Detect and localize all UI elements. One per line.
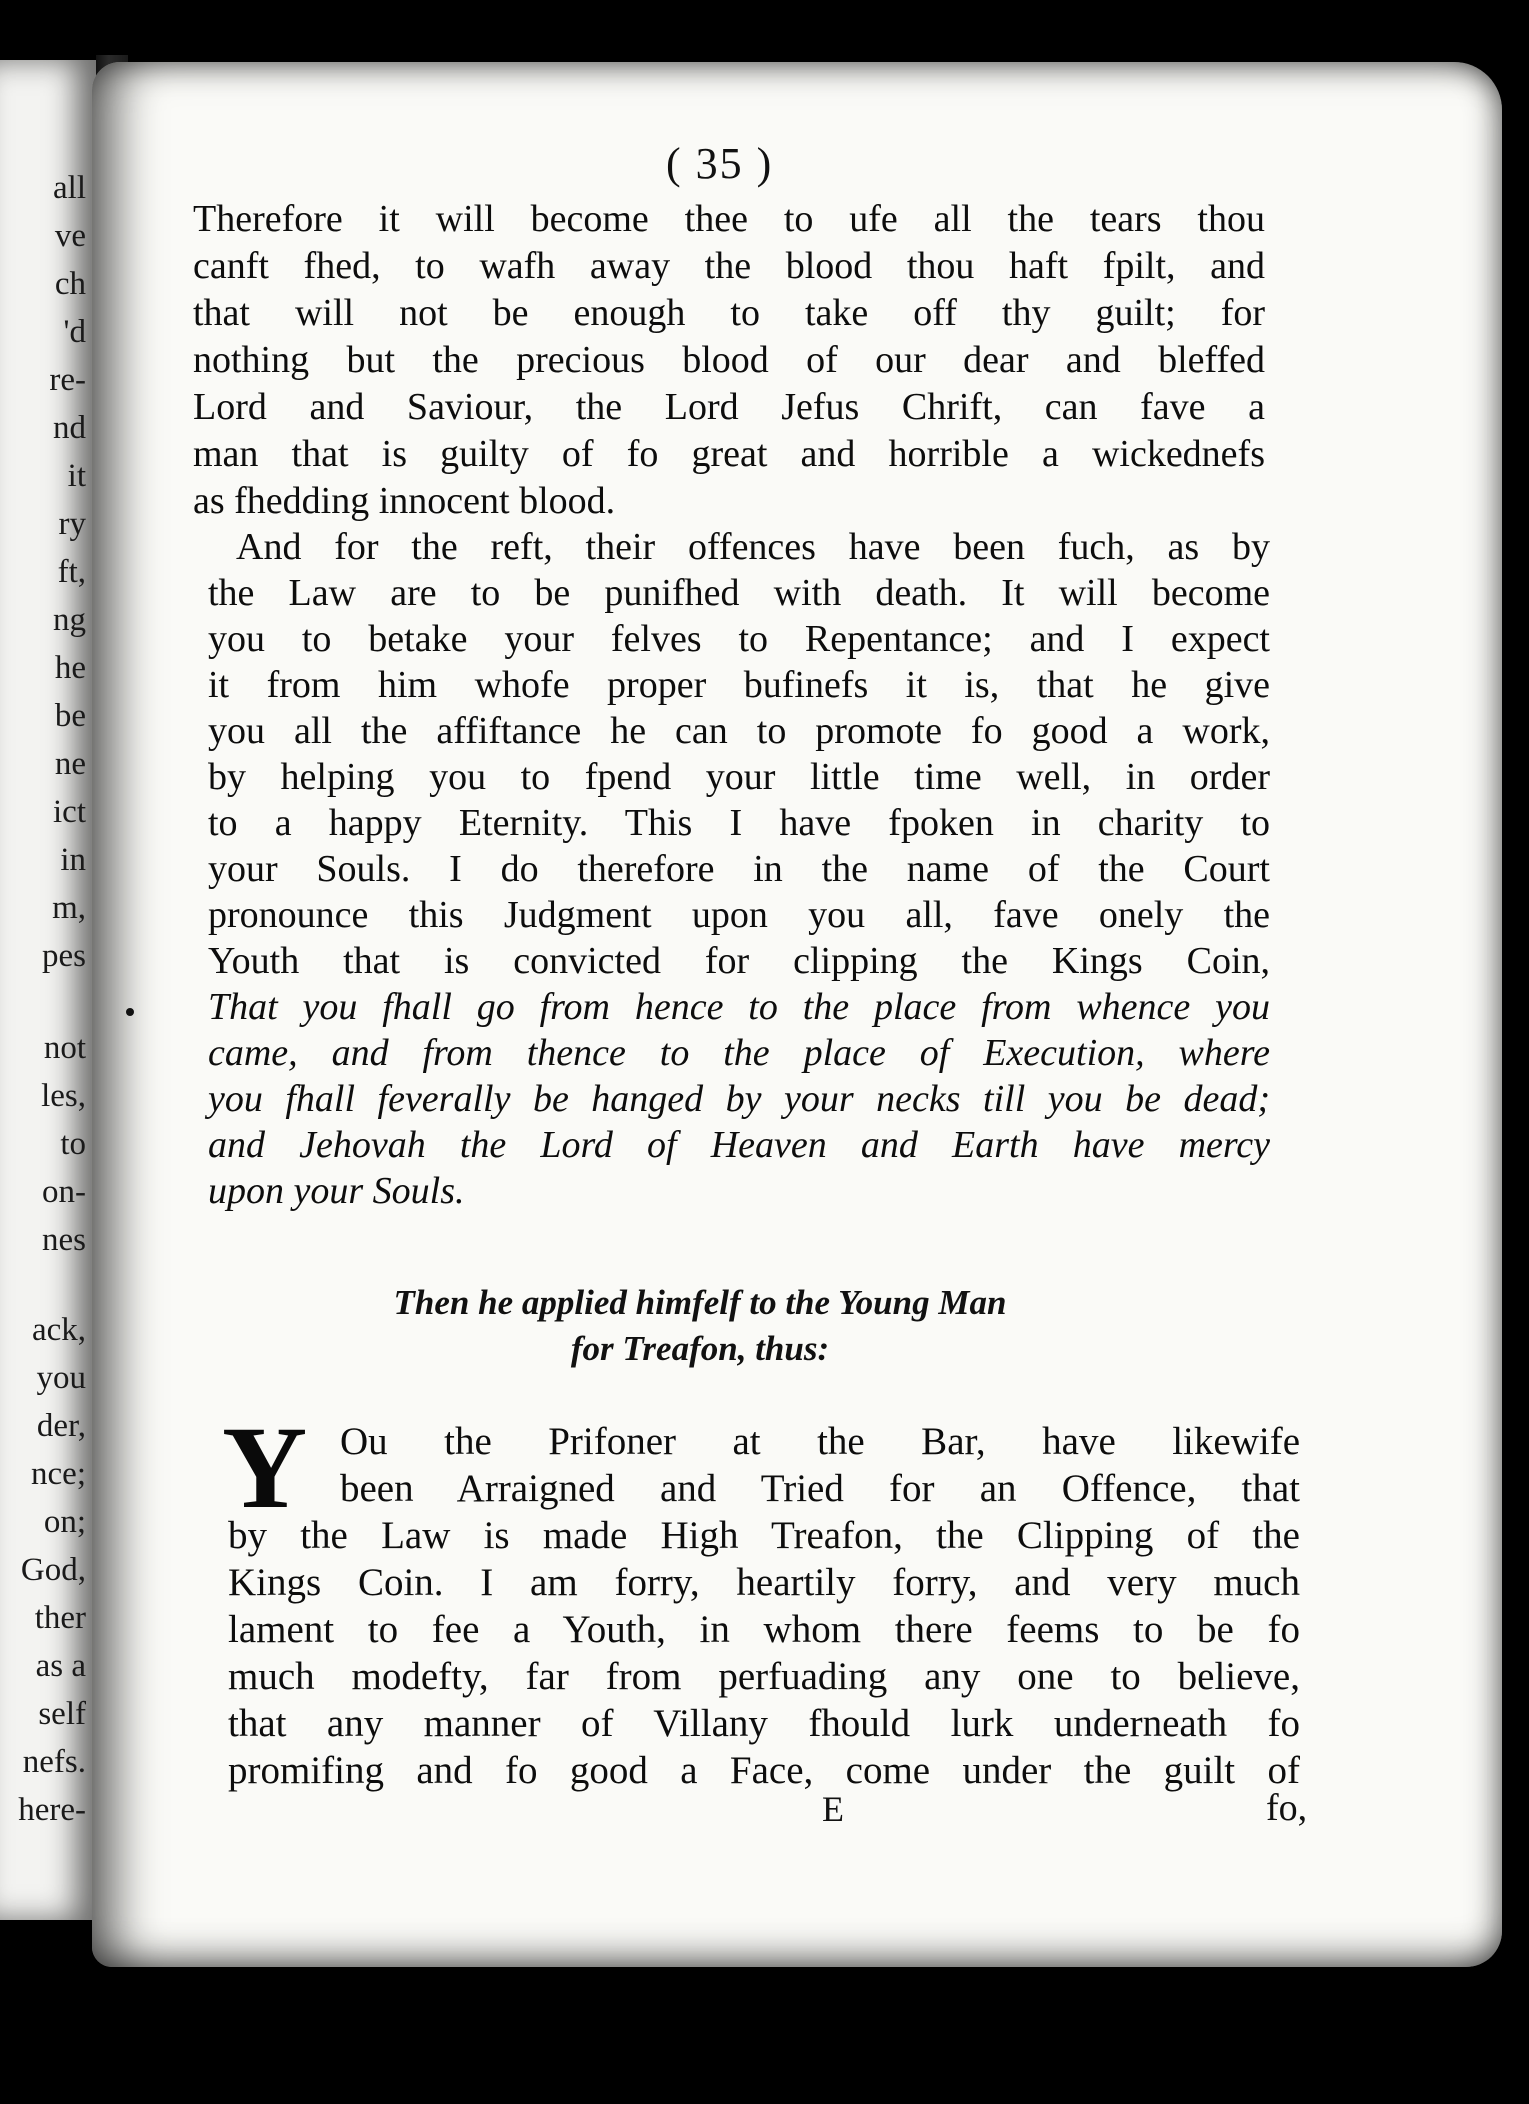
facing-page-text-fragment: m, — [52, 890, 86, 926]
page-number: ( 35 ) — [666, 139, 774, 188]
italic-text-line: and Jehovah the Lord of Heaven and Earth have mercy — [208, 1124, 1270, 1166]
catchword: fo, — [1266, 1787, 1308, 1829]
facing-page-text-fragment: you — [36, 1360, 86, 1396]
facing-page-text-fragment: he — [54, 650, 86, 686]
text-line: Lord and Saviour, the Lord Jefus Chrift, can fave a — [193, 386, 1265, 428]
facing-page-text-fragment: nd — [53, 410, 86, 446]
heading-line: Then he applied himfelf to the Young Man — [393, 1283, 1007, 1322]
text-line: pronounce this Judgment upon you all, fave onely the — [208, 894, 1270, 936]
paragraph-3 — [228, 1418, 1300, 1794]
paragraph-2 — [208, 524, 1270, 1214]
text-line: by the Law is made High Treafon, the Clipping of the — [228, 1514, 1300, 1557]
facing-page-text-fragment: nes — [42, 1222, 86, 1258]
facing-page-text-fragment: all — [53, 170, 86, 206]
text-line: as fhedding innocent blood. — [193, 480, 616, 522]
facing-page-text-fragment: les, — [41, 1078, 86, 1114]
text-line: much modefty, far from perfuading any one to believe, — [228, 1655, 1300, 1698]
text-line: been Arraigned and Tried for an Offence, that — [340, 1467, 1300, 1510]
facing-page-text-fragment: pes — [42, 938, 86, 974]
text-line: lament to fee a Youth, in whom there feems to be fo — [228, 1608, 1300, 1651]
text-line: nothing but the precious blood of our dear and bleffed — [193, 339, 1265, 381]
text-line: Ou the Prifoner at the Bar, have likewife — [340, 1420, 1300, 1463]
text-line: you to betake your felves to Repentance; and I expect — [208, 618, 1270, 660]
text-line: it from him whofe proper bufinefs it is, that he give — [208, 664, 1270, 706]
facing-page-text-fragment: to — [60, 1126, 86, 1162]
drop-cap: Y — [222, 1402, 308, 1533]
text-line: that any manner of Villany fhould lurk underneath fo — [228, 1702, 1300, 1745]
facing-page-text-fragment: on- — [42, 1174, 86, 1210]
facing-page-text-fragment: ve — [54, 218, 86, 254]
facing-page-text-fragment: re- — [49, 362, 86, 398]
facing-page-text-fragment: on; — [43, 1504, 86, 1540]
facing-page-text-fragment: it — [67, 458, 86, 494]
facing-page-text-fragment: ng — [53, 602, 86, 638]
facing-page-text-fragment: der, — [36, 1408, 86, 1444]
italic-text-line: you fhall feverally be hanged by your necks till you be dead; — [208, 1078, 1270, 1120]
facing-page-text-fragment: ry — [58, 506, 86, 542]
facing-page-text-fragment: nefs. — [22, 1744, 86, 1780]
text-line: Youth that is convicted for clipping the Kings Coin, — [208, 940, 1270, 982]
text-line: your Souls. I do therefore in the name of the Court — [208, 848, 1270, 890]
italic-text-line: That you fhall go from hence to the place from whence you — [208, 986, 1270, 1028]
facing-page-fragment — [0, 60, 96, 1920]
facing-page-text-fragment: ft, — [57, 554, 86, 590]
margin-mark — [126, 1008, 134, 1016]
text-line: you all the affiftance he can to promote fo good a work, — [208, 710, 1270, 752]
facing-page-text-fragment: as a — [35, 1648, 86, 1684]
facing-page-text-fragment: not — [43, 1030, 86, 1066]
text-line: canft fhed, to wafh away the blood thou haft fpilt, and — [193, 245, 1265, 287]
facing-page-text-fragment: be — [54, 698, 86, 734]
facing-page-text-fragment: ch — [54, 266, 86, 302]
italic-text-line: upon your Souls. — [208, 1170, 465, 1212]
text-line: And for the reft, their offences have been fuch, as by — [236, 526, 1270, 568]
text-line: that will not be enough to take off thy guilt; for — [193, 292, 1265, 334]
heading-line: for Treafon, thus: — [570, 1329, 830, 1368]
text-line: Kings Coin. I am forry, heartily forry, and very much — [228, 1561, 1300, 1604]
text-line: to a happy Eternity. This I have fpoken in charity to — [208, 802, 1270, 844]
facing-page-text-fragment: nce; — [31, 1456, 86, 1492]
facing-page-text-fragment: God, — [20, 1552, 86, 1588]
text-line: man that is guilty of fo great and horrible a wickednefs — [193, 433, 1265, 475]
text-line: the Law are to be punifhed with death. It will become — [208, 572, 1270, 614]
facing-page-text-fragment: 'd — [63, 314, 86, 350]
section-heading — [250, 1280, 1150, 1372]
facing-page-text-fragment: here- — [18, 1792, 86, 1828]
facing-page-text-fragment: ther — [34, 1600, 86, 1636]
facing-page-text-fragment: self — [38, 1696, 86, 1732]
facing-page-text-fragment: ict — [53, 794, 86, 830]
facing-page-text-fragment: ne — [54, 746, 86, 782]
facing-page-text-fragment: in — [60, 842, 86, 878]
facing-page-text-fragment: ack, — [31, 1312, 86, 1348]
text-line: by helping you to fpend your little time well, in order — [208, 756, 1270, 798]
text-line: Therefore it will become thee to ufe all the tears thou — [193, 198, 1265, 240]
italic-text-line: came, and from thence to the place of Execution, where — [208, 1032, 1270, 1074]
paragraph-1 — [193, 196, 1265, 525]
signature-mark: E — [822, 1789, 844, 1829]
text-line: promifing and fo good a Face, come under the guilt of — [228, 1749, 1300, 1792]
